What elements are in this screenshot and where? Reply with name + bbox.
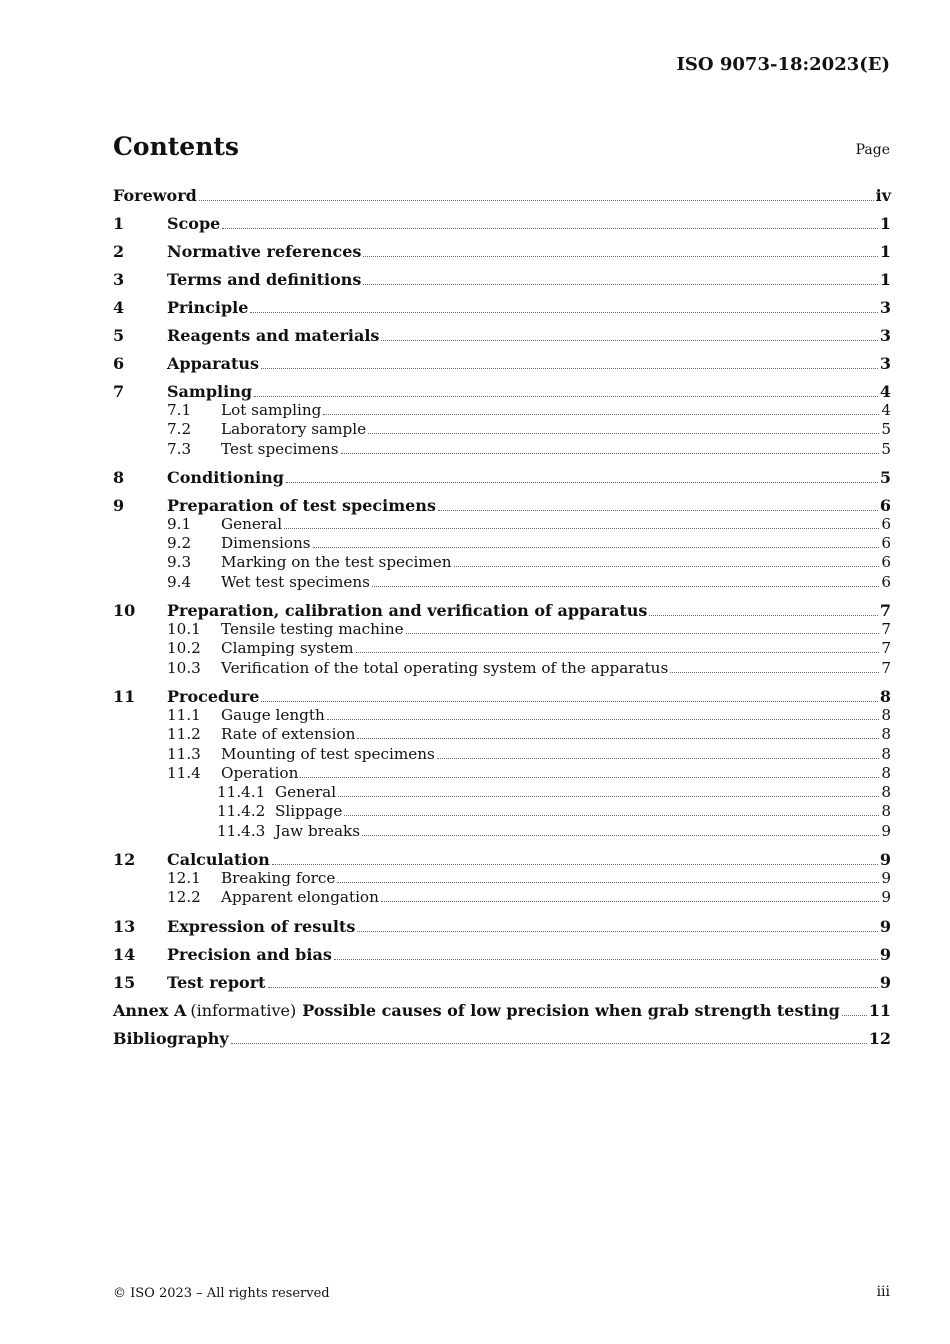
toc-page: 1 (879, 214, 891, 233)
toc-page: 8 (881, 802, 891, 821)
toc-title: Principle (167, 298, 249, 317)
toc-number: 14 (113, 944, 136, 964)
toc-title: Preparation of test specimens (167, 495, 436, 515)
toc-page: 7 (881, 639, 891, 658)
toc-number: 11.2 (167, 725, 201, 744)
toc-entry-13[interactable] (113, 917, 891, 936)
toc-entry-11-4-2[interactable] (113, 802, 891, 821)
toc-entry-7-1[interactable] (113, 401, 891, 420)
toc-number: 9.4 (167, 572, 192, 591)
toc-page: 1 (879, 242, 891, 261)
toc-page: 9 (881, 869, 891, 888)
toc-title: Lot sampling (221, 401, 322, 419)
dot-leader (437, 757, 880, 759)
toc-number: 11 (113, 686, 136, 706)
toc-page: 5 (879, 467, 891, 487)
toc-page: 7 (881, 620, 891, 639)
toc-page: 9 (881, 888, 891, 907)
toc-title: Tensile testing machine (221, 620, 404, 639)
toc-page: 3 (879, 354, 891, 373)
toc-entry-10-3[interactable] (113, 659, 891, 678)
toc-entry-foreword[interactable] (113, 186, 891, 205)
dot-leader (649, 614, 877, 616)
dot-leader (313, 546, 880, 548)
toc-number: 15 (113, 972, 136, 992)
toc-title: Breaking force (221, 869, 336, 888)
toc-number: 7.2 (167, 420, 192, 439)
toc-title: Procedure (167, 686, 260, 706)
toc-number: 12 (113, 850, 136, 870)
toc-title: General (275, 783, 337, 802)
toc-entry-7[interactable] (113, 382, 891, 401)
toc-title: Slippage (275, 802, 343, 821)
toc-entry-9-4[interactable] (113, 573, 891, 592)
toc-title: Verification of the total operating system of the apparatus (221, 658, 669, 677)
page-number: iii (876, 1284, 890, 1300)
toc-title: Bibliography (113, 1028, 229, 1048)
toc-page: 6 (881, 514, 891, 533)
toc-number: 10.2 (167, 639, 201, 658)
dot-leader (344, 814, 879, 816)
toc-entry-10[interactable] (113, 601, 891, 620)
toc-title: Jaw breaks (275, 821, 360, 840)
dot-leader (337, 881, 879, 883)
dot-leader (372, 585, 879, 587)
toc-number: 11.4.1 (217, 783, 266, 802)
dot-leader (381, 900, 879, 902)
toc-title: General (221, 514, 283, 533)
dot-leader (254, 395, 878, 397)
toc-number: 9 (113, 495, 125, 515)
toc-page: 9 (881, 821, 891, 840)
toc-entry-1[interactable] (113, 214, 891, 233)
toc-page: 12 (868, 1028, 891, 1048)
dot-leader (362, 834, 879, 836)
toc-title: Apparent elongation (221, 888, 379, 907)
toc-entry-4[interactable] (113, 298, 891, 317)
toc-number: 11.4.2 (217, 802, 266, 821)
table-of-contents (113, 186, 891, 1048)
toc-title: Rate of extension (221, 725, 356, 744)
toc-title: Dimensions (221, 534, 311, 553)
toc-number: 7.1 (167, 401, 192, 419)
toc-entry-11-2[interactable] (113, 725, 891, 744)
dot-leader (670, 671, 879, 673)
dot-leader (250, 311, 877, 313)
toc-title: Mounting of test specimens (221, 744, 435, 763)
toc-page: 8 (881, 744, 891, 763)
toc-page: 8 (881, 725, 891, 744)
page-title: Contents (113, 132, 240, 161)
dot-leader (341, 452, 880, 454)
toc-title: Test report (167, 972, 266, 992)
dot-leader (284, 527, 879, 529)
toc-title: Expression of results (167, 916, 356, 936)
dot-leader (286, 481, 878, 483)
toc-title: Foreword (113, 186, 197, 205)
toc-page: 8 (881, 705, 891, 724)
toc-number: 11.4 (167, 763, 201, 782)
dot-leader (454, 565, 880, 567)
toc-entry-9-3[interactable] (113, 553, 891, 572)
toc-entry-9-1[interactable] (113, 515, 891, 534)
copyright-notice: © ISO 2023 – All rights reserved (113, 1286, 330, 1301)
dot-leader (222, 227, 878, 229)
toc-entry-10-1[interactable] (113, 620, 891, 639)
toc-number: 8 (113, 467, 125, 487)
toc-entry-8[interactable] (113, 468, 891, 487)
toc-page: 4 (881, 401, 891, 419)
dot-leader (406, 632, 880, 634)
dot-leader (334, 958, 878, 960)
toc-entry-annex-a[interactable] (113, 1001, 891, 1020)
toc-entry-12-1[interactable] (113, 869, 891, 888)
toc-entry-11-4-3[interactable] (113, 822, 891, 841)
toc-number: 5 (113, 326, 125, 345)
annex-label: Annex A (113, 1000, 187, 1020)
toc-page: 8 (881, 763, 891, 782)
toc-entry-11-3[interactable] (113, 745, 891, 764)
toc-page: 11 (868, 1000, 891, 1020)
toc-number: 10.1 (167, 620, 201, 639)
toc-entry-11[interactable] (113, 687, 891, 706)
dot-leader (261, 367, 878, 369)
dot-leader (268, 986, 878, 988)
dot-leader (842, 1014, 867, 1016)
toc-page: 6 (881, 534, 891, 553)
toc-entry-15[interactable] (113, 973, 891, 992)
toc-number: 11.3 (167, 744, 201, 763)
toc-entry-12[interactable] (113, 850, 891, 869)
toc-page: 7 (879, 601, 891, 621)
toc-title: Possible causes of low precision when grab strength testing (302, 1000, 840, 1020)
toc-entry-6[interactable] (113, 354, 891, 373)
toc-page: 3 (879, 326, 891, 345)
toc-entry-11-4[interactable] (113, 764, 891, 783)
dot-leader (357, 930, 878, 932)
dot-leader (327, 718, 880, 720)
toc-title: Reagents and materials (167, 326, 380, 345)
toc-page: 7 (881, 658, 891, 677)
toc-title: Operation (221, 763, 299, 782)
toc-page: 6 (881, 572, 891, 591)
toc-page: 9 (879, 850, 891, 870)
toc-page: 5 (881, 439, 891, 458)
toc-page: 8 (879, 686, 891, 706)
dot-leader (338, 795, 879, 797)
toc-entry-2[interactable] (113, 242, 891, 261)
dot-leader (363, 283, 877, 285)
toc-entry-12-2[interactable] (113, 888, 891, 907)
toc-title: Preparation, calibration and verification of apparatus (167, 601, 648, 621)
toc-number: 11.1 (167, 705, 201, 724)
toc-entry-7-2[interactable] (113, 420, 891, 439)
toc-title: Sampling (167, 382, 253, 401)
toc-number: 7.3 (167, 439, 192, 458)
dot-leader (357, 737, 879, 739)
toc-page: iv (875, 186, 891, 205)
toc-entry-10-2[interactable] (113, 639, 891, 658)
toc-number: 4 (113, 298, 125, 317)
toc-page: 8 (881, 783, 891, 802)
dot-leader (438, 509, 878, 511)
toc-title: Gauge length (221, 705, 325, 724)
dot-leader (272, 863, 878, 865)
toc-page: 1 (879, 270, 891, 289)
toc-page: 6 (881, 553, 891, 572)
toc-page: 5 (881, 420, 891, 439)
toc-entry-9[interactable] (113, 496, 891, 515)
toc-title: Calculation (167, 850, 270, 870)
toc-entry-bibliography[interactable] (113, 1029, 891, 1048)
toc-title: Normative references (167, 242, 362, 261)
toc-number: 11.4.3 (217, 821, 266, 840)
toc-number: 13 (113, 916, 136, 936)
dot-leader (381, 339, 877, 341)
toc-number: 9.1 (167, 514, 192, 533)
toc-entry-11-1[interactable] (113, 706, 891, 725)
dot-leader (231, 1042, 867, 1044)
toc-entry-7-3[interactable] (113, 440, 891, 459)
toc-number: 3 (113, 270, 125, 289)
dot-leader (300, 776, 879, 778)
toc-entry-9-2[interactable] (113, 534, 891, 553)
toc-page: 3 (879, 298, 891, 317)
document-id: ISO 9073-18:2023(E) (676, 54, 890, 75)
toc-page: 9 (879, 972, 891, 992)
toc-title: Conditioning (167, 467, 284, 487)
toc-number: 9.2 (167, 534, 192, 553)
toc-number: 2 (113, 242, 125, 261)
toc-number: 10.3 (167, 658, 201, 677)
toc-entry-3[interactable] (113, 270, 891, 289)
toc-title: Laboratory sample (221, 420, 367, 439)
toc-number: 10 (113, 601, 136, 621)
toc-number: 7 (113, 382, 125, 401)
dot-leader (356, 651, 880, 653)
toc-title: Clamping system (221, 639, 354, 658)
toc-title: Terms and definitions (167, 270, 362, 289)
dot-leader (363, 255, 877, 257)
toc-number: 1 (113, 214, 125, 233)
toc-title: Precision and bias (167, 944, 332, 964)
page-column-label: Page (855, 142, 890, 158)
toc-page: 9 (879, 944, 891, 964)
dot-leader (199, 199, 874, 201)
annex-type: (informative) (190, 1000, 297, 1020)
toc-title: Test specimens (221, 439, 339, 458)
toc-page: 6 (879, 495, 891, 515)
dot-leader (368, 432, 879, 434)
toc-entry-11-4-1[interactable] (113, 783, 891, 802)
dot-leader (261, 700, 877, 702)
toc-number: 9.3 (167, 553, 192, 572)
toc-title: Scope (167, 214, 221, 233)
toc-page: 4 (879, 382, 891, 401)
toc-number: 6 (113, 354, 125, 373)
toc-page: 9 (879, 916, 891, 936)
toc-entry-14[interactable] (113, 945, 891, 964)
toc-title: Apparatus (167, 354, 259, 373)
toc-title: Marking on the test specimen (221, 553, 452, 572)
toc-entry-5[interactable] (113, 326, 891, 345)
toc-number: 12.2 (167, 888, 201, 907)
toc-title: Wet test specimens (221, 572, 370, 591)
dot-leader (323, 413, 879, 415)
toc-number: 12.1 (167, 869, 201, 888)
